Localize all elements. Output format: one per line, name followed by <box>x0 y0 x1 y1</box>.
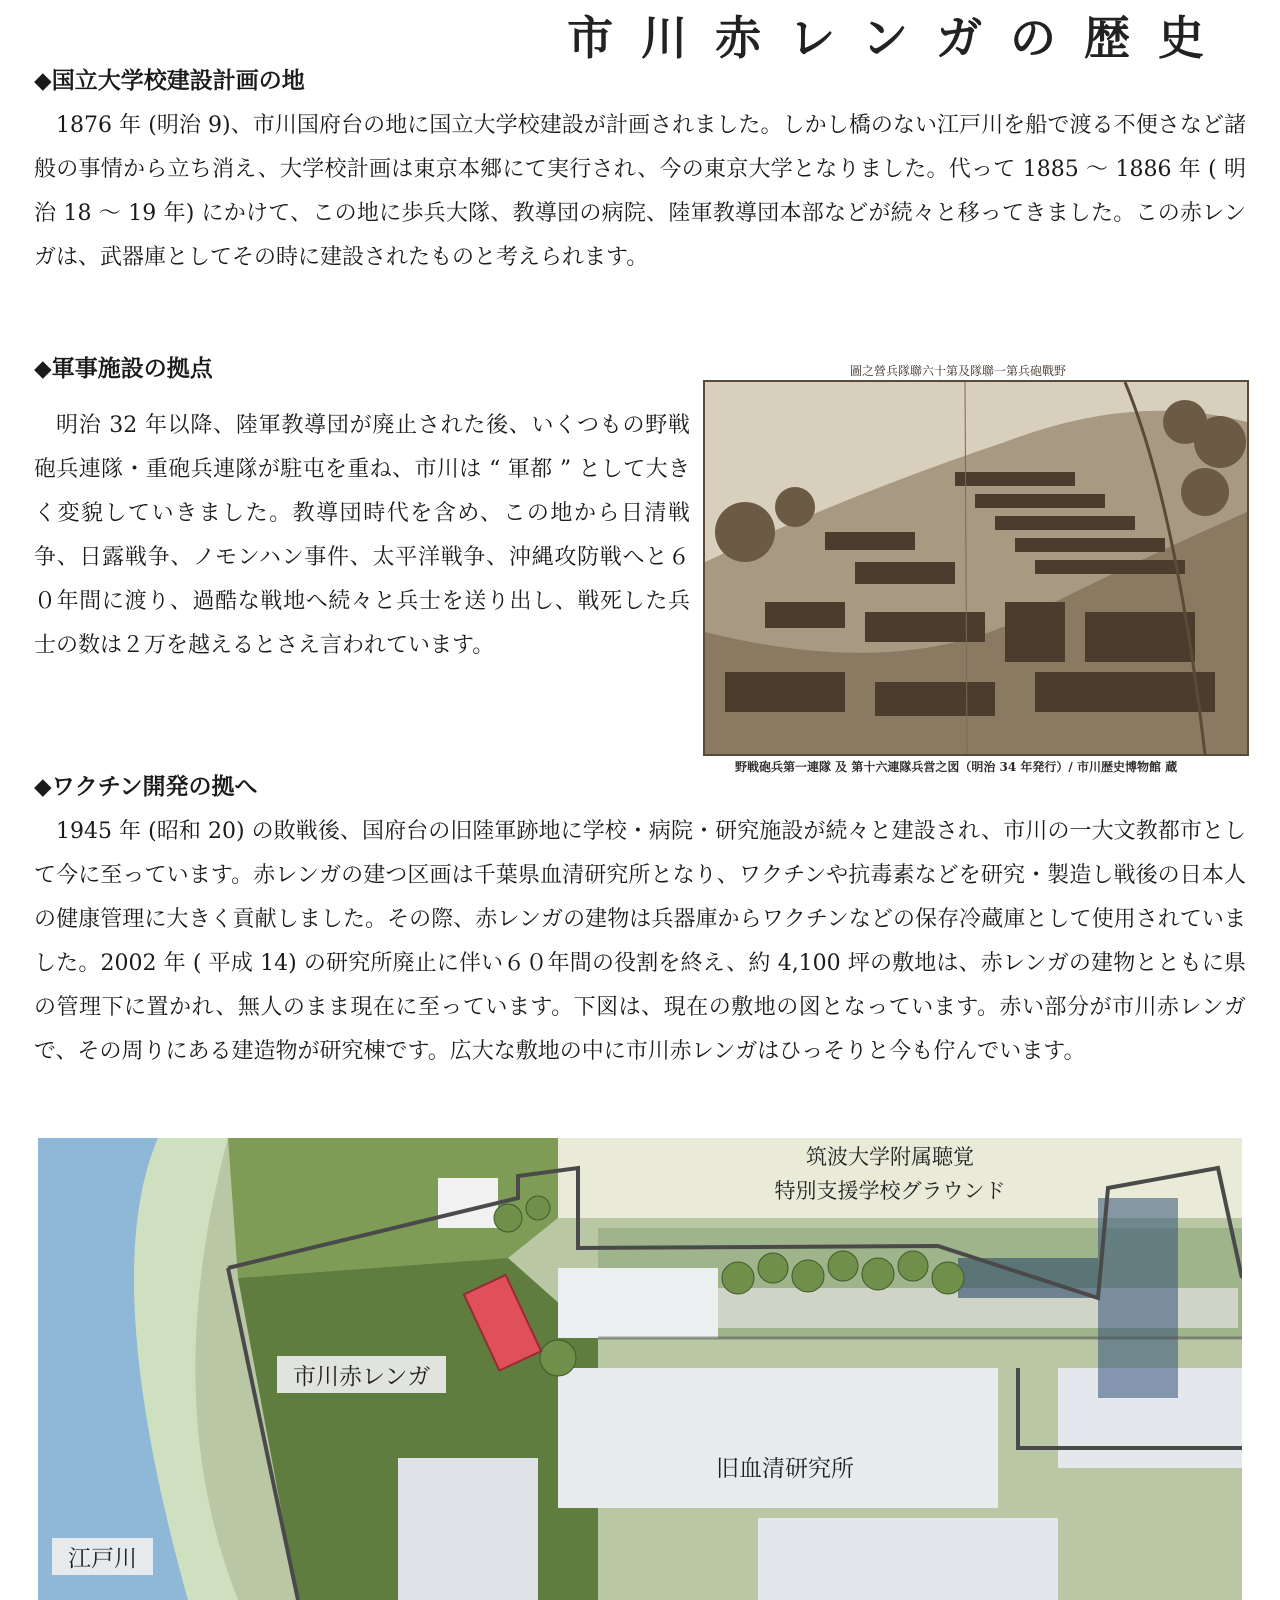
section-body-vaccine: 1945 年 (昭和 20) の敗戦後、国府台の旧陸軍跡地に学校・病院・研究施設が続々と建設され、市川の一大文教都市として今に至っています。赤レンガの建つ区画は千葉県血清研究所となり、ワクチンや抗毒素などを研究・製造し戦後の日本人の健康管理に大きく貢献しました。その際、赤レンガの建物は兵器庫からワクチンなどの保存冷蔵庫として使用されていました。2002 年 ( 平成 14) の研究所廃止に伴い６０年間の役割を終え、約 4,100 坪の敷地は、赤レンガの建物とともに県の管理下に置かれ、無人のまま現在に至っています。下図は、現在の敷地の図となっています。赤い部分が市川赤レンガで、その周りにある建造物が研究棟です。広大な敷地の中に市川赤レンガはひっそりと今も佇んでいます。 <box>34 819 1246 1064</box>
section-body-university: 1876 年 (明治 9)、市川国府台の地に国立大学校建設が計画されました。しかし橋のない江戸川を船で渡る不便さなど諸般の事情から立ち消え、大学校計画は東京本郷にて実行され、今の東京大学となりました。代って 1885 ～ 1886 年 ( 明治 18 ～ 19 年) にかけて、この地に歩兵大隊、教導団の病院、陸軍教導団本部などが続々と移ってきました。この赤レンガは、武器庫としてその時に建設されたものと考えられます。 <box>34 113 1246 270</box>
barracks-sketch-graphic <box>705 382 1247 754</box>
map-label-river: 江戸川 <box>52 1538 153 1575</box>
section-heading-vaccine: ◆ワクチン開発の拠へ <box>34 773 258 800</box>
map-label-former-institute: 旧血清研究所 <box>716 1456 854 1482</box>
illustration-caption: 野戦砲兵第一連隊 及 第十六連隊兵営之図（明治 34 年発行）/ 市川歴史博物館 蔵 <box>735 760 1178 774</box>
map-label-red-brick: 市川赤レンガ <box>277 1356 446 1393</box>
school-label-line2: 特別支援学校グラウンド <box>774 1179 1006 1203</box>
page-title: 市川赤レンガの歴史 <box>567 11 1232 65</box>
historical-barracks-illustration <box>703 380 1249 756</box>
historical-illustration-title: 圖之營兵隊聯六十第及隊聯一第兵砲戰野 <box>850 364 1067 378</box>
section-body-military: 明治 32 年以降、陸軍教導団が廃止された後、いくつもの野戦砲兵連隊・重砲兵連隊が駐屯を重ね、市川は “ 軍都 ” として大きく変貌していきました。教導団時代を含め、この地から日清戦争、日露戦争、ノモンハン事件、太平洋戦争、沖縄攻防戦へと６０年間に渡り、過酷な戦地へ続々と兵士を送り出し、戦死した兵士の数は２万を越えるとさえ言われています。 <box>34 413 691 658</box>
section-heading-university: ◆国立大学校建設計画の地 <box>34 67 305 94</box>
map-label-school <box>700 1140 1080 1216</box>
school-label-line1: 筑波大学附属聴覚 <box>806 1145 974 1169</box>
section-heading-military: ◆軍事施設の拠点 <box>34 355 213 382</box>
